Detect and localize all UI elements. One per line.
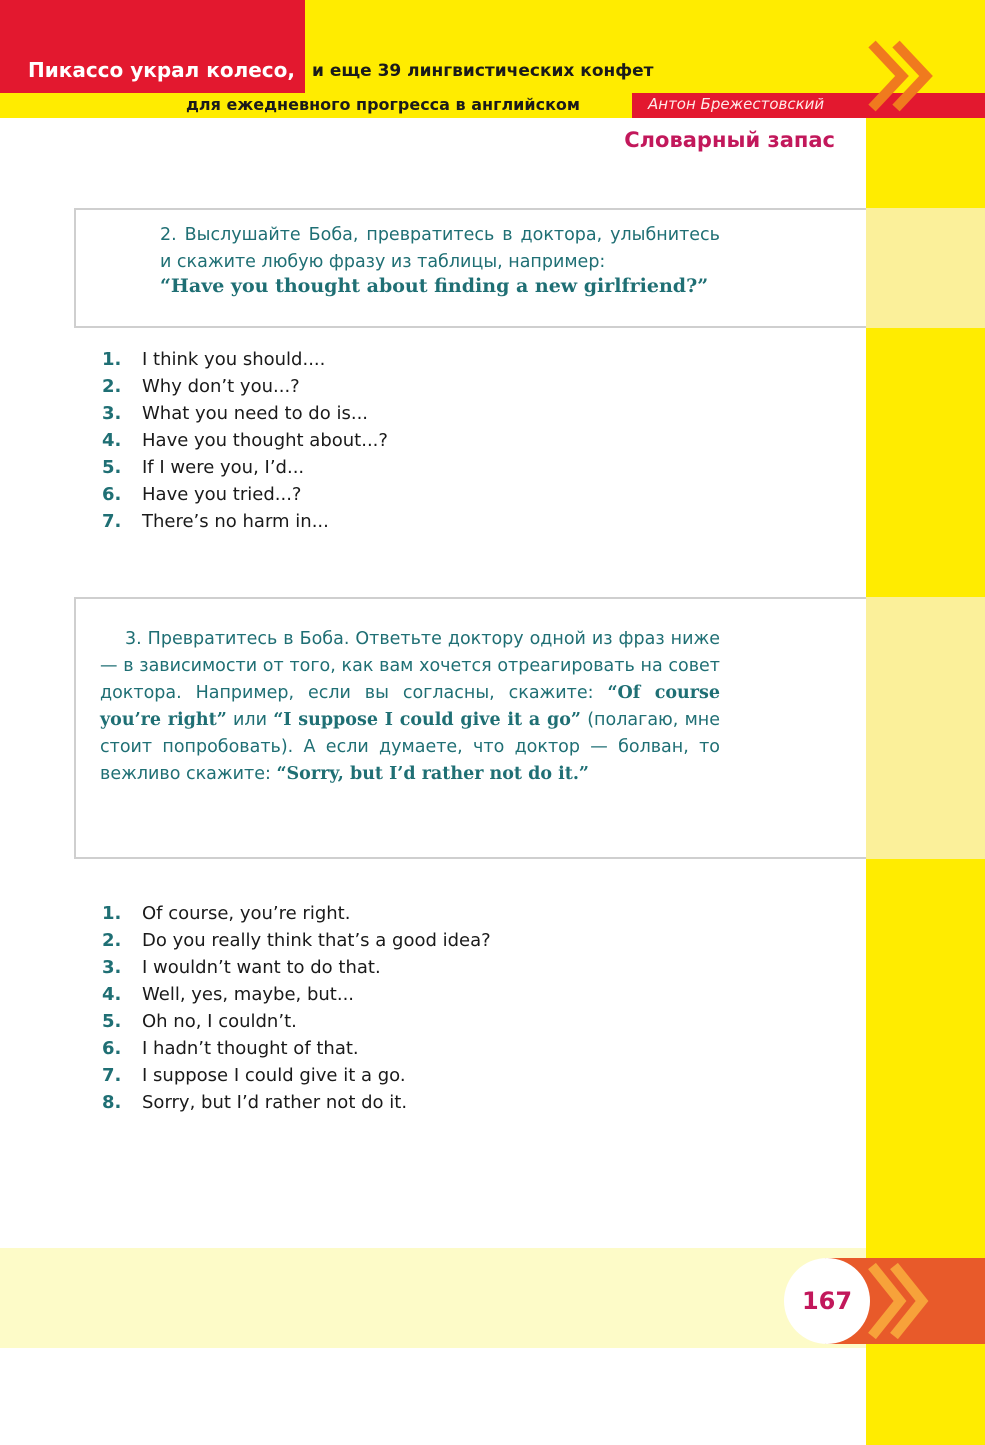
list-item [102,427,388,454]
item-text: There’s no harm in... [142,511,329,532]
item-text: Do you really think that’s a good idea? [142,930,491,951]
list-item [102,927,491,954]
item-text: Well, yes, maybe, but... [142,984,355,1005]
response-phrases-list [102,900,491,1116]
item-number: 3. [102,957,122,978]
double-chevron-right-icon [866,1262,932,1340]
item-number: 2. [102,930,122,951]
item-text: I suppose I could give it a go. [142,1065,406,1086]
book-author: Антон Брежестовский [648,95,825,113]
advice-phrases-list [102,346,388,535]
list-item [102,400,388,427]
item-number: 5. [102,1011,122,1032]
item-number: 6. [102,484,122,505]
exercise-2-instructions: 2. Выслушайте Боба, превратитесь в доктора, улыбнитесь и скажите любую фразу из таблицы, например: [160,225,720,272]
item-number: 3. [102,403,122,424]
exercise-3-quote-3: “Sorry, but I’d rather not do it.” [276,764,589,784]
list-item [102,373,388,400]
page-number: 167 [801,1287,853,1315]
item-text: I wouldn’t want to do that. [142,957,381,978]
list-item [102,508,388,535]
list-item [102,981,491,1008]
exercise-3-tab [866,597,985,859]
item-number: 4. [102,984,122,1005]
item-number: 1. [102,903,122,924]
exercise-3-instructions [100,626,720,788]
item-number: 4. [102,430,122,451]
item-number: 7. [102,511,122,532]
list-item [102,346,388,373]
item-text: Have you tried...? [142,484,302,505]
item-text: I hadn’t thought of that. [142,1038,359,1059]
item-text: Of course, you’re right. [142,903,351,924]
list-item [102,1089,491,1116]
list-item [102,1035,491,1062]
item-text: If I were you, I’d... [142,457,305,478]
exercise-3-quote-2: “I suppose I could give it a go” [273,710,581,730]
item-text: Why don’t you...? [142,376,300,397]
book-title-rest: и еще 39 лингвистических конфет [312,61,654,81]
list-item [102,1008,491,1035]
exercise-3-text-1: 3. Превратитесь в Боба. Ответьте доктору одной из фраз ниже — в зависимости от того, как вам хочется отреагировать на совет доктора. Например, если вы согласны, скажите: [100,629,720,703]
header-chevron-icon [866,40,936,112]
item-number: 2. [102,376,122,397]
exercise-2-tab [866,208,985,328]
book-subtitle: для ежедневного прогресса в английском [186,95,580,114]
item-number: 1. [102,349,122,370]
item-text: I think you should.... [142,349,326,370]
item-text: What you need to do is... [142,403,369,424]
page-number-badge [784,1258,870,1344]
list-item [102,454,388,481]
item-number: 7. [102,1065,122,1086]
item-text: Sorry, but I’d rather not do it. [142,1092,408,1113]
item-number: 5. [102,457,122,478]
list-item [102,1062,491,1089]
exercise-3-quote-1: “Of course you’re right” [100,683,720,730]
exercise-3-text-3: (полагаю, мне стоит попробовать). А если думаете, что доктор — болван, то вежливо скажите: [100,710,720,784]
exercise-2-example: “Have you thought about finding a new girlfriend?” [160,275,709,297]
exercise-3-text-2: или [226,710,274,730]
item-number: 6. [102,1038,122,1059]
list-item [102,481,388,508]
book-title-main: Пикассо украл колесо, [28,58,295,82]
item-number: 8. [102,1092,122,1113]
item-text: Have you thought about...? [142,430,388,451]
list-item [102,900,491,927]
section-title: Словарный запас [624,128,835,152]
footer-band [0,1248,866,1348]
item-text: Oh no, I couldn’t. [142,1011,297,1032]
list-item [102,954,491,981]
